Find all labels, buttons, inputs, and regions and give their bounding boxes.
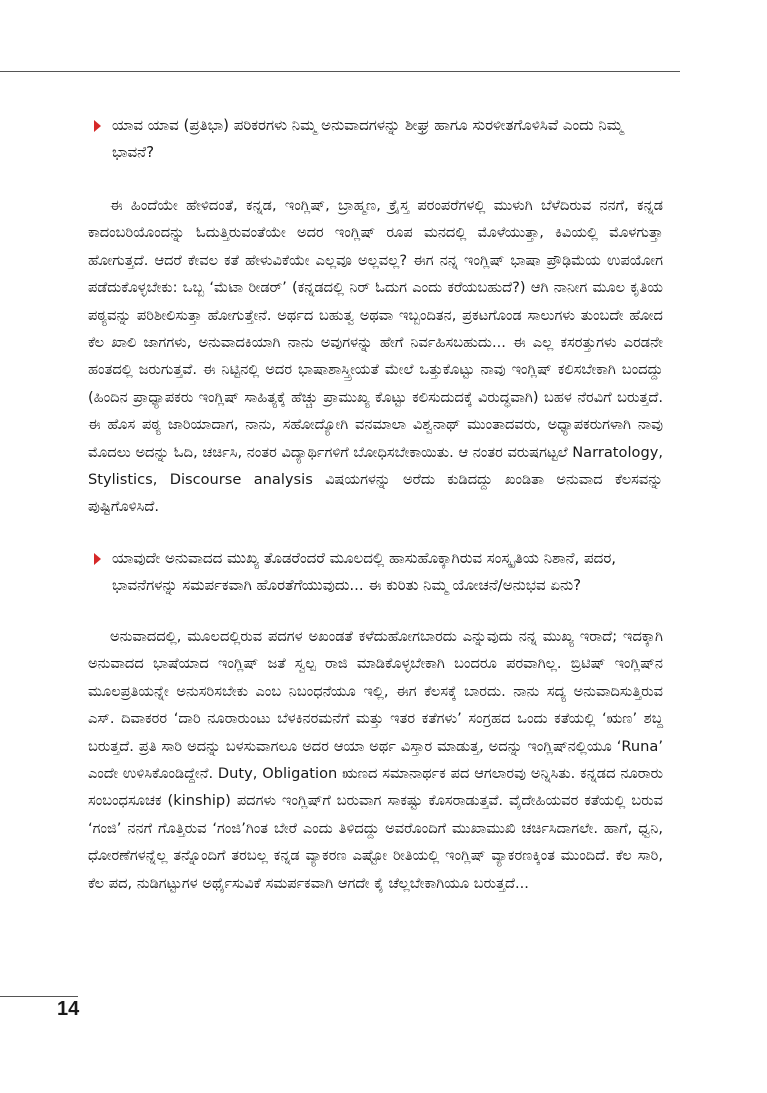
question-1-text: ಯಾವ ಯಾವ (ಪ್ರತಿಭಾ) ಪರಿಕರಗಳು ನಿಮ್ಮ ಅನುವಾದಗಳನ್ನು ಶೀಘ್ರ ಹಾಗೂ ಸುರಳೀತಗೊಳಿಸಿವೆ ಎಂದು ನಿಮ್ಮ ಭಾವನೆ?	[112, 116, 624, 161]
page-number-rule	[0, 996, 78, 997]
red-triangle-bullet-icon	[94, 120, 101, 132]
question-2	[88, 545, 663, 599]
page-number: 14	[57, 998, 80, 1020]
answer-2: ಅನುವಾದದಲ್ಲಿ, ಮೂಲದಲ್ಲಿರುವ ಪದಗಳ ಅಖಂಡತೆ ಕಳೆದುಹೋಗಬಾರದು ಎನ್ನುವುದು ನನ್ನ ಮುಖ್ಯ ಇರಾದೆ; ಇದಕ್ಕಾಗಿ ಅನುವಾದದ ಭಾಷೆಯಾದ ಇಂಗ್ಲಿಷ್ ಜತೆ ಸ್ವಲ್ಪ ರಾಜಿ ಮಾಡಿಕೊಳ್ಳಬೇಕಾಗಿ ಬಂದರೂ ಪರವಾಗಿಲ್ಲ. ಬ್ರಿಟಿಷ್ ಇಂಗ್ಲಿಷ್‌ನ ಮೂಲಪ್ರತಿಯನ್ನೇ ಅನುಸರಿಸಬೇಕು ಎಂಬ ನಿಬಂಧನೆಯೂ ಇಲ್ಲಿ, ಈಗ ಕೆಲಸಕ್ಕೆ ಬಾರದು. ನಾನು ಸದ್ಯ ಅನುವಾದಿಸುತ್ತಿರುವ ಎಸ್. ದಿವಾಕರರ ‘ದಾರಿ ನೂರಾರುಂಟು ಬೆಳಕಿನರಮನೆಗೆ ಮತ್ತು ಇತರ ಕತೆಗಳು’ ಸಂಗ್ರಹದ ಒಂದು ಕತೆಯಲ್ಲಿ ‘ಋಣ’ ಶಬ್ದ ಬರುತ್ತದೆ. ಪ್ರತಿ ಸಾರಿ ಅದನ್ನು ಬಳಸುವಾಗಲೂ ಅದರ ಆಯಾ ಅರ್ಥ ವಿಸ್ತಾರ ಮಾಡುತ್ತ, ಅದನ್ನು ಇಂಗ್ಲಿಷ್‌ನಲ್ಲಿಯೂ ‘Runa’ ಎಂದೇ ಉಳಿಸಿಕೊಂಡಿದ್ದೇನೆ. Duty, Obligation ಋಣದ ಸಮಾನಾರ್ಥಕ ಪದ ಆಗಲಾರವು ಅನ್ನಿಸಿತು. ಕನ್ನಡದ ನೂರಾರು ಸಂಬಂಧಸೂಚಕ (kinship) ಪದಗಳು ಇಂಗ್ಲಿಷ್‌ಗೆ ಬರುವಾಗ ಸಾಕಷ್ಟು ಕೊಸರಾಡುತ್ತವೆ. ವೈದೇಹಿಯವರ ಕತೆಯಲ್ಲಿ ಬರುವ ‘ಗಂಜಿ’ ನನಗೆ ಗೊತ್ತಿರುವ ‘ಗಂಜಿ’ಗಿಂತ ಬೇರೆ ಎಂದು ತಿಳಿದದ್ದು ಅವರೊಂದಿಗೆ ಮುಖಾಮುಖಿ ಚರ್ಚಿಸಿದಾಗಲೇ. ಹಾಗೆ, ಧ್ವನಿ, ಧೋರಣೆಗಳನ್ನೆಲ್ಲ ತನ್ನೊಂದಿಗೆ ತರಬಲ್ಲ ಕನ್ನಡ ವ್ಯಾಕರಣ ಎಷ್ಟೋ ರೀತಿಯಲ್ಲಿ ಇಂಗ್ಲಿಷ್ ವ್ಯಾಕರಣಕ್ಕಿಂತ ಮುಂದಿದೆ. ಕೆಲ ಸಾರಿ, ಕೆಲ ಪದ, ನುಡಿಗಟ್ಟುಗಳ ಅರ್ಥೈಸುವಿಕೆ ಸಮರ್ಪಕವಾಗಿ ಆಗದೇ ಕೈ ಚೆಲ್ಲಬೇಕಾಗಿಯೂ ಬರುತ್ತದೆ...	[88, 627, 663, 892]
red-triangle-bullet-icon	[94, 553, 101, 565]
question-2-text: ಯಾವುದೇ ಅನುವಾದದ ಮುಖ್ಯ ತೊಡರೆಂದರೆ ಮೂಲದಲ್ಲಿ ಹಾಸುಹೊಕ್ಕಾಗಿರುವ ಸಂಸ್ಕೃತಿಯ ನಿಶಾನೆ, ಪದರ, ಭಾವನೆಗಳನ್ನು ಸಮರ್ಪಕವಾಗಿ ಹೊರತೆಗೆಯುವುದು... ಈ ಕುರಿತು ನಿಮ್ಮ ಯೋಚನೆ/ಅನುಭವ ಏನು?	[112, 548, 617, 594]
top-rule	[0, 71, 680, 72]
answer-1: ಈ ಹಿಂದೆಯೇ ಹೇಳಿದಂತೆ, ಕನ್ನಡ, ಇಂಗ್ಲಿಷ್, ಬ್ರಾಹ್ಮಣ, ಕ್ರೈಸ್ತ ಪರಂಪರೆಗಳಲ್ಲಿ ಮುಳುಗಿ ಬೆಳೆದಿರುವ ನನಗೆ, ಕನ್ನಡ ಕಾದಂಬರಿಯೊಂದನ್ನು ಓದುತ್ತಿರುವಂತೆಯೇ ಅದರ ಇಂಗ್ಲಿಷ್ ರೂಪ ಮನದಲ್ಲಿ ಮೊಳೆಯುತ್ತಾ, ಕಿವಿಯಲ್ಲಿ ಮೊಳಗುತ್ತಾ ಹೋಗುತ್ತದೆ. ಆದರೆ ಕೇವಲ ಕತೆ ಹೇಳುವಿಕೆಯೇ ಎಲ್ಲವೂ ಅಲ್ಲವಲ್ಲ? ಈಗ ನನ್ನ ಇಂಗ್ಲಿಷ್ ಭಾಷಾ ಪ್ರೌಢಿಮೆಯ ಉಪಯೋಗ ಪಡೆದುಕೊಳ್ಳಬೇಕು: ಒಬ್ಬ ‘ಮೆಟಾ ರೀಡರ್’ (ಕನ್ನಡದಲ್ಲಿ ನಿರ್ ಓದುಗ ಎಂದು ಕರೆಯಬಹುದೆ?) ಆಗಿ ನಾನೀಗ ಮೂಲ ಕೃತಿಯ ಪಠ್ಯವನ್ನು ಪರಿಶೀಲಿಸುತ್ತಾ ಹೋಗುತ್ತೇನೆ. ಅರ್ಥದ ಬಹುತ್ವ ಅಥವಾ ಇಬ್ಬಂದಿತನ, ಪ್ರಕಟಗೊಂಡ ಸಾಲುಗಳು ತುಂಬದೇ ಹೋದ ಕೆಲ ಖಾಲಿ ಜಾಗಗಳು, ಅನುವಾದಕಿಯಾಗಿ ನಾನು ಅವುಗಳನ್ನು ಹೇಗೆ ನಿರ್ವಹಿಸಬಹುದು... ಈ ಎಲ್ಲ ಕಸರತ್ತುಗಳು ಎರಡನೇ ಹಂತದಲ್ಲಿ ಜರುಗುತ್ತವೆ. ಈ ನಿಟ್ಟಿನಲ್ಲಿ ಅದರ ಭಾಷಾಶಾಸ್ತ್ರೀಯತೆ ಮೇಲೆ ಒತ್ತುಕೊಟ್ಟು ನಾವು ಇಂಗ್ಲಿಷ್ ಕಲಿಸಬೇಕಾಗಿ ಬಂದದ್ದು (ಹಿಂದಿನ ಪ್ರಾಧ್ಯಾಪಕರು ಇಂಗ್ಲಿಷ್ ಸಾಹಿತ್ಯಕ್ಕೆ ಹೆಚ್ಚು ಪ್ರಾಮುಖ್ಯ ಕೊಟ್ಟು ಕಲಿಸುದುದಕ್ಕೆ ವಿರುದ್ಧವಾಗಿ) ಬಹಳ ನೆರವಿಗೆ ಬರುತ್ತದೆ. ಈ ಹೊಸ ಪಠ್ಯ ಜಾರಿಯಾದಾಗ, ನಾನು, ಸಹೋದ್ಯೋಗಿ ವನಮಾಲಾ ವಿಶ್ವನಾಥ್ ಮುಂತಾದವರು, ಅಧ್ಯಾಪಕರುಗಳಾಗಿ ನಾವು ಮೊದಲು ಅದನ್ನು ಓದಿ, ಚರ್ಚಿಸಿ, ನಂತರ ವಿದ್ಯಾರ್ಥಿಗಳಿಗೆ ಬೋಧಿಸಬೇಕಾಯಿತು. ಆ ನಂತರ ವರುಷಗಟ್ಟಲೆ Narratology, Stylistics, Discourse analysis ವಿಷಯಗಳನ್ನು ಅರೆದು ಕುಡಿದದ್ದು ಖಂಡಿತಾ ಅನುವಾದ ಕೆಲಸವನ್ನು ಪುಷ್ಟಿಗೊಳಿಸಿದೆ.	[88, 197, 663, 516]
article-body	[88, 112, 663, 897]
question-1	[88, 112, 663, 166]
